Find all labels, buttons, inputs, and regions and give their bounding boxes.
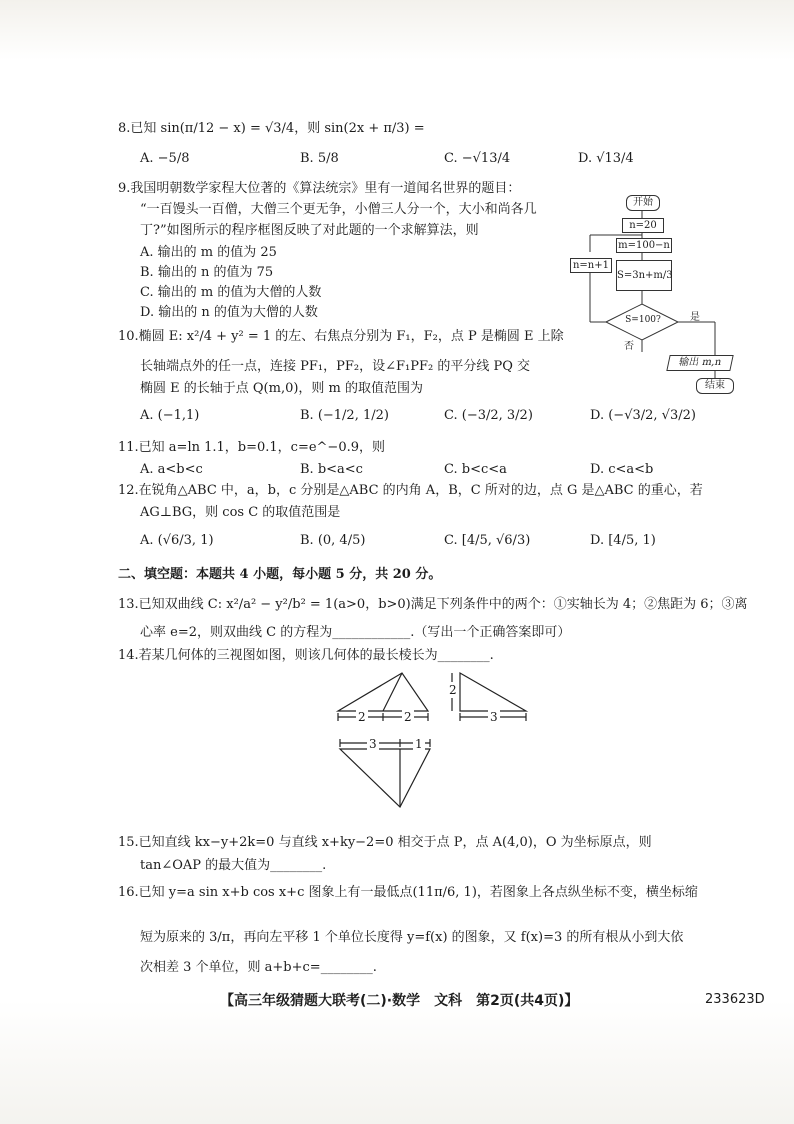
q15-line1: 15.已知直线 kx−y+2k=0 与直线 x+ky−2=0 相交于点 P，点 A(4,0)，O 为坐标原点，则: [118, 835, 652, 850]
q8-option-a: A. −5/8: [140, 151, 190, 166]
q12-line1: 12.在锐角△ABC 中，a，b，c 分别是△ABC 的内角 A，B，C 所对的边，点 G 是△ABC 的重心，若: [118, 483, 703, 498]
q9-option-b: B. 输出的 n 的值为 75: [140, 265, 274, 280]
flow-cond: S=100?: [625, 315, 661, 325]
q8-option-d: D. √13/4: [578, 151, 634, 166]
flow-start: 开始: [626, 195, 660, 211]
side-label-width: 3: [490, 710, 498, 724]
q10-line1: 10.椭圆 E: x²/4 + y² = 1 的左、右焦点分别为 F₁，F₂，点 P 是椭圆 E 上除: [118, 329, 564, 344]
top-view-outline: [340, 749, 430, 807]
q8-option-b: B. 5/8: [300, 151, 339, 166]
side-label-height: 2: [449, 683, 457, 697]
q15-line2: tan∠OAP 的最大值为________.: [140, 858, 327, 873]
q16-line2: 短为原来的 3/π，再向左平移 1 个单位长度得 y=f(x) 的图象，又 f(x)=3 的所有根从小到大依: [140, 930, 684, 945]
front-view-outline: [338, 673, 428, 711]
q10-line3: 椭圆 E 的长轴于点 Q(m,0)，则 m 的取值范围为: [140, 381, 424, 396]
flow-no: 否: [624, 341, 634, 352]
q9-stem-line3: 丁?”如图所示的程序框图反映了对此题的一个求解算法，则: [140, 223, 479, 238]
flow-yes: 是: [690, 312, 700, 323]
flow-init: n=20: [622, 218, 664, 233]
q11-option-b: B. b<a<c: [300, 462, 363, 477]
top-label-right: 1: [415, 737, 423, 751]
front-label-right: 2: [404, 710, 412, 724]
q10-option-c: C. (−3/2, 3/2): [444, 408, 533, 423]
q9-option-d: D. 输出的 n 的值为大僧的人数: [140, 305, 318, 320]
q10-option-b: B. (−1/2, 1/2): [300, 408, 389, 423]
q9-option-c: C. 输出的 m 的值为大僧的人数: [140, 285, 322, 300]
q11-stem: 11.已知 a=ln 1.1，b=0.1，c=e^−0.9，则: [118, 440, 386, 455]
flow-step2: S=3n+m/3: [616, 260, 672, 291]
q12-option-a: A. (√6/3, 1): [140, 533, 214, 548]
q13-line2: 心率 e=2，则双曲线 C 的方程为____________.（写出一个正确答案即可）: [140, 625, 571, 640]
q10-line2: 长轴端点外的任一点，连接 PF₁，PF₂，设∠F₁PF₂ 的平分线 PQ 交: [140, 359, 530, 374]
q12-option-c: C. [4/5, √6/3): [444, 533, 531, 548]
q12-line2: AG⊥BG，则 cos C 的取值范围是: [140, 505, 341, 520]
q14-stem: 14.若某几何体的三视图如图，则该几何体的最长棱长为________.: [118, 648, 494, 663]
q10-option-a: A. (−1,1): [140, 408, 200, 423]
side-view-outline: [460, 673, 526, 711]
footer-code: 233623D: [705, 992, 765, 1007]
flow-step1: m=100−n: [616, 238, 672, 253]
q11-option-a: A. a<b<c: [140, 462, 203, 477]
q8-option-c: C. −√13/4: [444, 151, 511, 166]
q13-line1: 13.已知双曲线 C: x²/a² − y²/b² = 1(a>0，b>0)满足下列条件中的两个：①实轴长为 4；②焦距为 6；③离: [118, 597, 748, 612]
front-label-left: 2: [358, 710, 366, 724]
q9-stem-line1: 9.我国明朝数学家程大位著的《算法统宗》里有一道闻名世界的题目：: [118, 181, 521, 196]
section2-heading: 二、填空题：本题共 4 小题，每小题 5 分，共 20 分。: [118, 567, 442, 582]
q12-option-d: D. [4/5, 1): [590, 533, 656, 548]
flow-loop: n=n+1: [570, 258, 612, 273]
q9-option-a: A. 输出的 m 的值为 25: [140, 245, 277, 260]
q12-option-b: B. (0, 4/5): [300, 533, 366, 548]
flow-end: 结束: [696, 378, 734, 394]
q11-option-d: D. c<a<b: [590, 462, 654, 477]
q9-stem-line2: “一百馒头一百僧，大僧三个更无争，小僧三人分一个，大小和尚各几: [140, 202, 537, 217]
q11-option-c: C. b<c<a: [444, 462, 507, 477]
q16-line3: 次相差 3 个单位，则 a+b+c=________.: [140, 960, 377, 975]
footer-title: 【高三年级猜题大联考(二)·数学 文科 第2页(共4页)】: [220, 993, 579, 1009]
q16-line1: 16.已知 y=a sin x+b cos x+c 图象上有一最低点(11π/6, 1)，若图象上各点纵坐标不变，横坐标缩: [118, 885, 698, 900]
flow-output: 输出 m,n: [666, 355, 733, 371]
top-label-left: 3: [369, 737, 377, 751]
three-view-diagram: [330, 665, 540, 815]
q10-option-d: D. (−√3/2, √3/2): [590, 408, 696, 423]
q8-stem: 8.已知 sin(π/12 − x) = √3/4，则 sin(2x + π/3) =: [118, 121, 425, 136]
flowchart: [560, 190, 790, 400]
